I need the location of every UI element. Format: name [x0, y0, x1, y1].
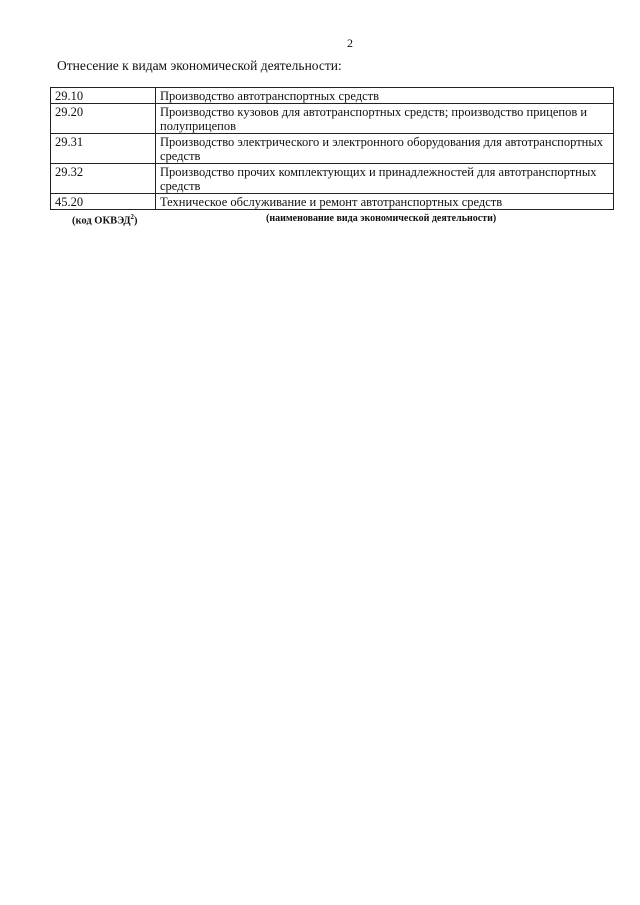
table-row [51, 104, 614, 134]
okved-code-caption-label: (код ОКВЭД [72, 215, 131, 227]
section-heading: Отнесение к видам экономической деятельности: [57, 58, 342, 73]
okved-code: 29.20 [51, 104, 156, 134]
okved-code: 29.32 [51, 164, 156, 194]
okved-code-caption-close: ) [134, 215, 138, 227]
table-row [51, 134, 614, 164]
table-row [51, 164, 614, 194]
activity-name: Техническое обслуживание и ремонт автотранспортных средств [156, 194, 614, 210]
activity-name-caption: (наименование вида экономической деятельности) [266, 213, 497, 224]
okved-code: 45.20 [51, 194, 156, 210]
okved-code: 29.31 [51, 134, 156, 164]
activity-name: Производство прочих комплектующих и принадлежностей для автотранспортных средств [156, 164, 614, 194]
activity-name: Производство кузовов для автотранспортных средств; производство прицепов и полуприцепов [156, 104, 614, 134]
activity-name: Производство электрического и электронного оборудования для автотранспортных средств [156, 134, 614, 164]
okved-table [50, 87, 614, 210]
activity-name: Производство автотранспортных средств [156, 88, 614, 104]
table-row [51, 194, 614, 210]
okved-code-caption [72, 213, 138, 227]
footnote-marker: 2 [130, 213, 135, 221]
okved-code: 29.10 [51, 88, 156, 104]
page-number: 2 [347, 36, 353, 50]
table-row [51, 88, 614, 104]
